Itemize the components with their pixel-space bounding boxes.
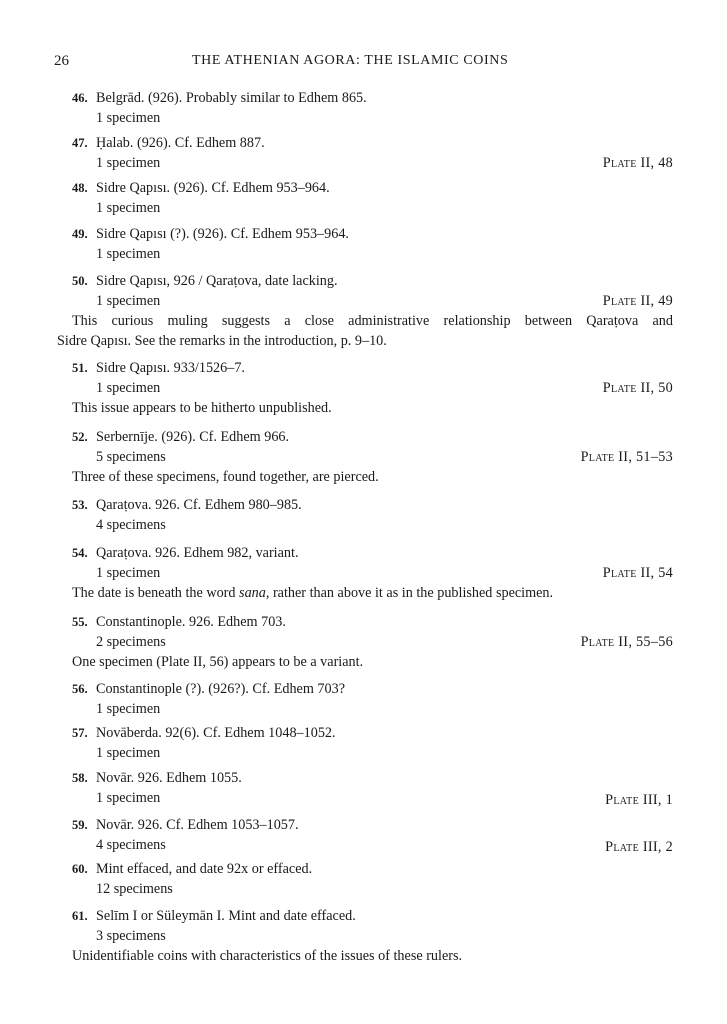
note-text: The date is beneath the word bbox=[72, 585, 240, 601]
note-text: , rather than above it as in the published specimen. bbox=[265, 585, 554, 601]
entry-heading: Constantinople (?). (926?). Cf. Edhem 703? bbox=[96, 681, 346, 697]
specimen-count: 1 specimen bbox=[96, 246, 161, 262]
catalog-entry-49 bbox=[0, 224, 727, 264]
entry-heading: Mint effaced, and date 92x or effaced. bbox=[96, 861, 313, 877]
entry-heading: Selīm I or Süleymān I. Mint and date effaced. bbox=[96, 908, 356, 924]
plate-reference: Plate III, 2 bbox=[605, 839, 673, 855]
catalog-entry-47 bbox=[0, 133, 727, 173]
note-emphasis: sana bbox=[239, 585, 266, 601]
specimen-count: 1 specimen bbox=[96, 745, 161, 761]
page-number: 26 bbox=[54, 53, 69, 69]
plate-reference: Plate II, 51–53 bbox=[580, 449, 673, 465]
plate-reference: Plate II, 54 bbox=[602, 565, 673, 581]
entry-heading: Sidre Qapısı. 933/1526–7. bbox=[96, 360, 245, 376]
entry-number: 56. bbox=[72, 682, 88, 696]
entry-note: Three of these specimens, found together, are pierced. bbox=[72, 469, 379, 485]
catalog-entry-57 bbox=[0, 723, 727, 763]
entry-note: One specimen (Plate II, 56) appears to be a variant. bbox=[72, 654, 364, 670]
entry-number: 50. bbox=[72, 274, 88, 288]
catalog-entry-55 bbox=[0, 612, 727, 672]
entry-number: 58. bbox=[72, 771, 88, 785]
plate-reference: Plate II, 55–56 bbox=[580, 634, 673, 650]
plate-reference: Plate II, 48 bbox=[602, 155, 673, 171]
entry-number: 48. bbox=[72, 181, 88, 195]
entry-number: 51. bbox=[72, 361, 88, 375]
plate-reference: Plate II, 49 bbox=[602, 293, 673, 309]
entry-heading: Ḥalab. (926). Cf. Edhem 887. bbox=[96, 135, 265, 151]
catalog-entry-51 bbox=[0, 358, 727, 418]
specimen-count: 5 specimens bbox=[96, 449, 166, 465]
entry-heading: Serbernīje. (926). Cf. Edhem 966. bbox=[96, 429, 290, 445]
catalog-entry-61 bbox=[0, 906, 727, 966]
entry-number: 60. bbox=[72, 862, 88, 876]
specimen-count: 4 specimens bbox=[96, 517, 166, 533]
specimen-count: 1 specimen bbox=[96, 380, 161, 396]
entry-heading: Novār. 926. Edhem 1055. bbox=[96, 770, 242, 786]
plate-reference: Plate II, 50 bbox=[602, 380, 673, 396]
catalog-entry-52 bbox=[0, 427, 727, 487]
catalog-entry-59 bbox=[0, 815, 727, 855]
catalog-entry-46 bbox=[0, 88, 727, 128]
entry-number: 57. bbox=[72, 726, 88, 740]
entry-note-continued: Sidre Qapısı. See the remarks in the introduction, p. 9–10. bbox=[57, 333, 387, 349]
entry-heading: Constantinople. 926. Edhem 703. bbox=[96, 614, 286, 630]
entry-note: This issue appears to be hitherto unpublished. bbox=[72, 400, 332, 416]
catalog-entry-54 bbox=[0, 543, 727, 603]
catalog-entry-53 bbox=[0, 495, 727, 535]
specimen-count: 1 specimen bbox=[96, 155, 161, 171]
entry-number: 47. bbox=[72, 136, 88, 150]
entry-number: 61. bbox=[72, 909, 88, 923]
specimen-count: 2 specimens bbox=[96, 634, 166, 650]
entry-number: 53. bbox=[72, 498, 88, 512]
entry-heading: Sidre Qapısı, 926 / Qaraṭova, date lacking. bbox=[96, 273, 338, 289]
entry-heading: Qaraṭova. 926. Cf. Edhem 980–985. bbox=[96, 497, 302, 513]
specimen-count: 3 specimens bbox=[96, 928, 166, 944]
entry-number: 59. bbox=[72, 818, 88, 832]
entry-number: 49. bbox=[72, 227, 88, 241]
entry-heading: Novār. 926. Cf. Edhem 1053–1057. bbox=[96, 817, 299, 833]
catalog-entry-58 bbox=[0, 768, 727, 810]
catalog-entry-56 bbox=[0, 679, 727, 719]
entry-number: 55. bbox=[72, 615, 88, 629]
plate-reference: Plate III, 1 bbox=[605, 792, 673, 808]
catalog-entry-48 bbox=[0, 178, 727, 218]
catalog-entry-60 bbox=[0, 859, 727, 899]
catalog-entry-50 bbox=[0, 271, 727, 351]
specimen-count: 1 specimen bbox=[96, 701, 161, 717]
entry-note: Unidentifiable coins with characteristics of the issues of these rulers. bbox=[72, 948, 463, 964]
entry-note bbox=[0, 583, 727, 603]
specimen-count: 1 specimen bbox=[96, 110, 161, 126]
page-header bbox=[0, 53, 727, 73]
entry-heading: Qaraṭova. 926. Edhem 982, variant. bbox=[96, 545, 299, 561]
specimen-count: 1 specimen bbox=[96, 293, 161, 309]
running-title: THE ATHENIAN AGORA: THE ISLAMIC COINS bbox=[192, 53, 509, 68]
specimen-count: 12 specimens bbox=[96, 881, 173, 897]
specimen-count: 1 specimen bbox=[96, 200, 161, 216]
entry-heading: Sidre Qapısı. (926). Cf. Edhem 953–964. bbox=[96, 180, 330, 196]
specimen-count: 1 specimen bbox=[96, 565, 161, 581]
entry-heading: Belgrād. (926). Probably similar to Edhem 865. bbox=[96, 90, 367, 106]
entry-heading: Novāberda. 92(6). Cf. Edhem 1048–1052. bbox=[96, 725, 336, 741]
specimen-count: 1 specimen bbox=[96, 790, 161, 806]
entry-number: 54. bbox=[72, 546, 88, 560]
entry-note: This curious muling suggests a close administrative relationship between Qaraṭova and bbox=[72, 313, 673, 329]
specimen-count: 4 specimens bbox=[96, 837, 166, 853]
entry-number: 46. bbox=[72, 91, 88, 105]
entry-number: 52. bbox=[72, 430, 88, 444]
entry-heading: Sidre Qapısı (?). (926). Cf. Edhem 953–964. bbox=[96, 226, 349, 242]
